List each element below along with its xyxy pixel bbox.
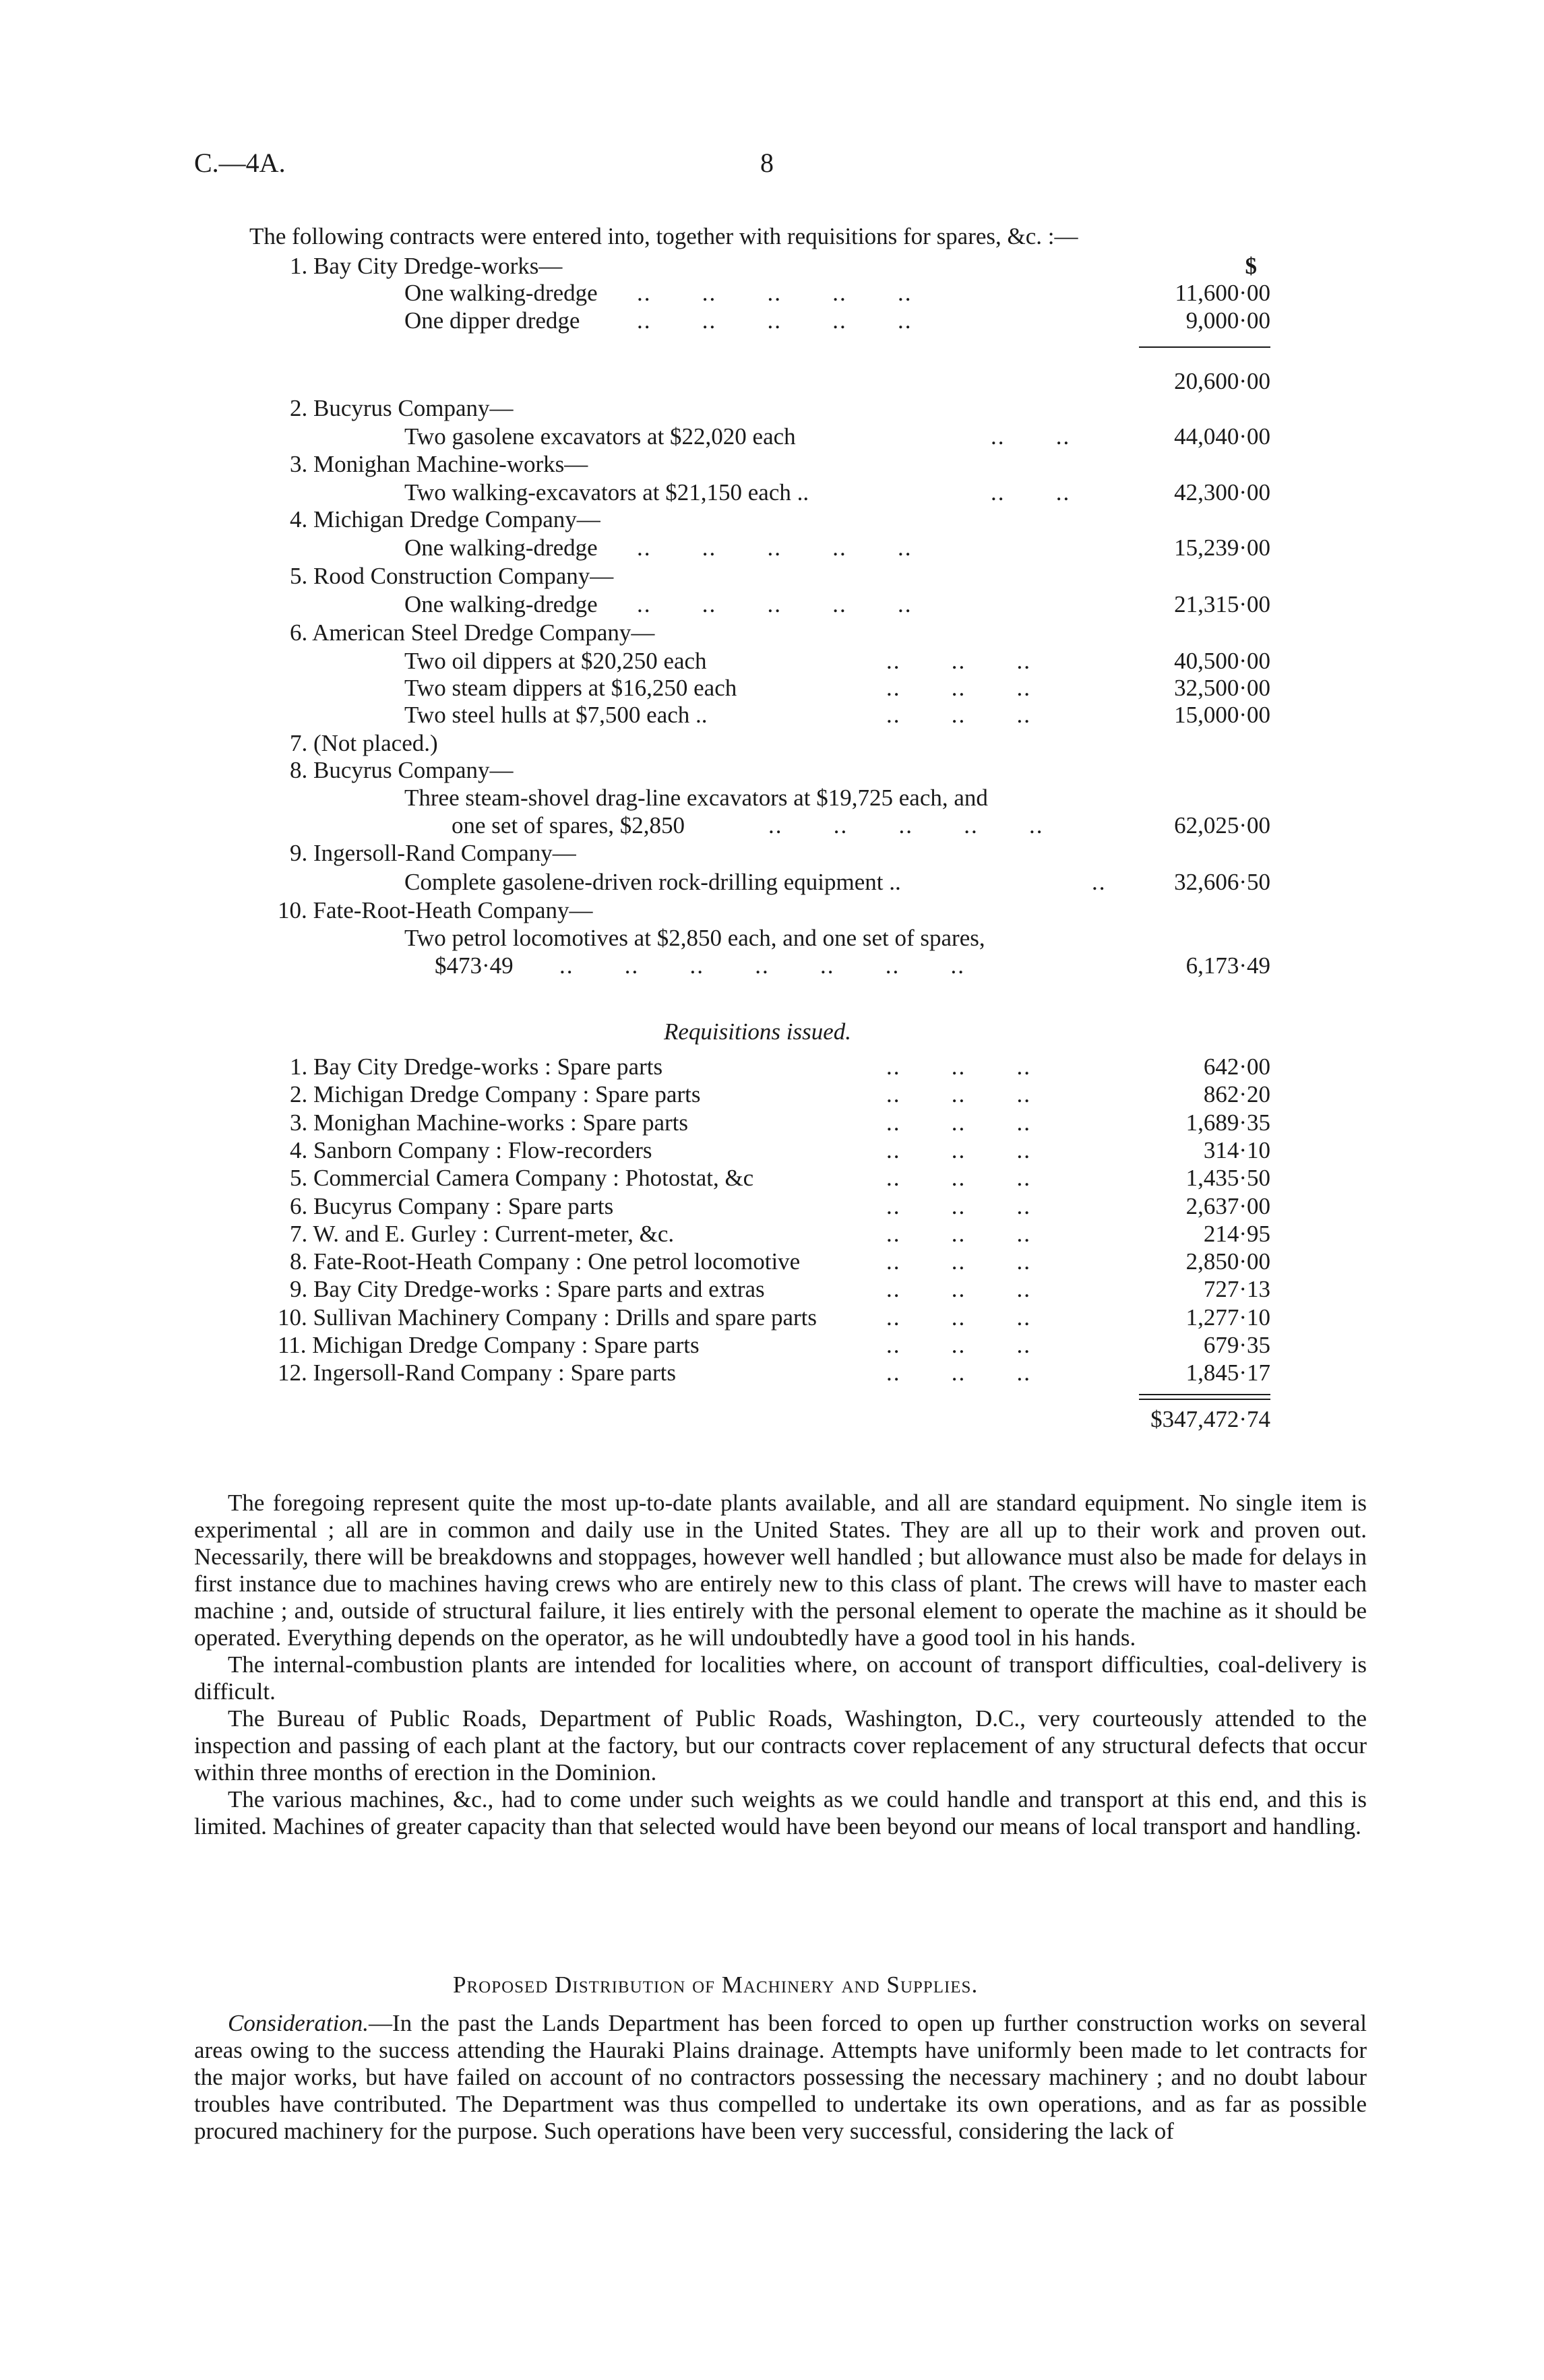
- dot-leader: .. .. ..: [886, 1276, 1031, 1302]
- contract-3-item-1: Two walking-excavators at $21,150 each ..: [404, 479, 809, 506]
- requisition-label: 1. Bay City Dredge-works : Spare parts: [290, 1054, 663, 1080]
- dot-leader: .. .. ..: [886, 1360, 1031, 1386]
- requisition-label: 12. Ingersoll-Rand Company : Spare parts: [278, 1360, 677, 1386]
- paragraph-foregoing: The foregoing represent quite the most up-to-date plants available, and all are standard equipment. No single item is experimental ; all are in common and daily use in the United States. They are all up to their work and proven out. Necessarily, there will be breakdowns and stoppages, however well handled ; but allowance must also be made for delays in first instance due to machines having crews who are entirely new to this class of plant. The crews will have to master each machine ; and, outside of structural failure, it lies entirely with the personal element to operate the machine as it should be operated. Everything depends on the operator, as he will undoubtedly have a good tool in his hands.: [194, 1490, 1367, 1651]
- dot-leader: .. .. ..: [886, 1304, 1031, 1331]
- dot-leader: .. .. ..: [886, 702, 1031, 728]
- dot-leader: .. .. ..: [886, 1332, 1031, 1358]
- dot-leader: .. ..: [991, 479, 1071, 506]
- requisition-label: 4. Sanborn Company : Flow-recorders: [290, 1137, 652, 1163]
- requisition-amount: 1,845·17: [1185, 1360, 1270, 1386]
- intro-line: The following contracts were entered into, together with requisitions for spares, &c. :—: [249, 223, 1078, 249]
- requisition-amount: 2,637·00: [1185, 1193, 1270, 1219]
- dot-leader: .. .. ..: [886, 1221, 1031, 1247]
- contract-7-title: 7. (Not placed.): [290, 730, 438, 756]
- paragraph-machines: The various machines, &c., had to come under such weights as we could handle and transport at this end, and this is limited. Machines of greater capacity than that selected would have been beyond our means of local transport and handling.: [194, 1786, 1367, 1839]
- requisition-label: 2. Michigan Dredge Company : Spare parts: [290, 1081, 701, 1107]
- contract-10-item-1: Two petrol locomotives at $2,850 each, and one set of spares,: [404, 925, 985, 951]
- contract-8-amount-1: 62,025·00: [1174, 812, 1270, 838]
- subtotal-rule: [1139, 346, 1270, 348]
- dot-leader: .. .. .. .. ..: [768, 812, 1044, 838]
- contract-8-title: 8. Bucyrus Company—: [290, 757, 514, 783]
- contract-3-amount-1: 42,300·00: [1174, 479, 1270, 506]
- document-reference: C.—4A.: [194, 148, 286, 178]
- requisitions-heading: Requisitions issued.: [664, 1018, 852, 1045]
- requisition-label: 5. Commercial Camera Company : Photostat, &c: [290, 1165, 754, 1191]
- section-text: —In the past the Lands Department has been forced to open up further construction works on several areas owing to the success attending the Hauraki Plains drainage. Attempts have uniformly been made to let contracts for the major works, but have failed on account of no contractors possessing the necessary machinery ; and no doubt labour troubles have contributed. The Department was thus compelled to undertake its own operations, and as far as possible procured machinery for the purpose. Such operations have been very successful, considering the lack of: [194, 2010, 1367, 2144]
- dot-leader: .. .. .. .. ..: [637, 307, 913, 334]
- body-paragraphs: [194, 1490, 1367, 1840]
- contract-6-amount-2: 32,500·00: [1174, 675, 1270, 701]
- requisition-label: 7. W. and E. Gurley : Current-meter, &c.: [290, 1221, 675, 1247]
- dot-leader: .. .. .. .. ..: [637, 591, 913, 617]
- requisition-amount: 1,689·35: [1185, 1109, 1270, 1136]
- total-rule: [1139, 1394, 1270, 1395]
- contract-5-title: 5. Rood Construction Company—: [290, 563, 614, 589]
- requisition-amount: 679·35: [1203, 1332, 1270, 1358]
- dot-leader: .. .. ..: [886, 1165, 1031, 1191]
- paragraph-internal-combustion: The internal-combustion plants are intended for localities where, on account of transport difficulties, coal-delivery is difficult.: [194, 1651, 1367, 1705]
- contract-1-amount-2: 9,000·00: [1185, 307, 1270, 334]
- dot-leader: .. .. ..: [886, 675, 1031, 701]
- contract-6-amount-1: 40,500·00: [1174, 648, 1270, 674]
- paragraph-bureau: The Bureau of Public Roads, Department of Public Roads, Washington, D.C., very courteously attended to the inspection and passing of each plant at the factory, but our contracts cover replacement of any structural defects that occur within three months of erection in the Dominion.: [194, 1705, 1367, 1786]
- section-paragraph: [194, 2010, 1367, 2145]
- contract-6-amount-3: 15,000·00: [1174, 702, 1270, 728]
- dot-leader: .. .. .. .. .. .. ..: [559, 952, 965, 979]
- contract-10-title: 10. Fate-Root-Heath Company—: [278, 897, 593, 923]
- requisition-amount: 314·10: [1203, 1137, 1270, 1163]
- requisition-label: 6. Bucyrus Company : Spare parts: [290, 1193, 614, 1219]
- contract-2-amount-1: 44,040·00: [1174, 423, 1270, 450]
- contract-6-item-2: Two steam dippers at $16,250 each: [404, 675, 737, 701]
- contract-1-item-1: One walking-dredge: [404, 280, 598, 306]
- requisition-amount: 642·00: [1203, 1054, 1270, 1080]
- contract-9-amount-1: 32,606·50: [1174, 869, 1270, 895]
- contract-6-title: 6. American Steel Dredge Company—: [290, 619, 655, 646]
- contract-3-title: 3. Monighan Machine-works—: [290, 451, 588, 477]
- grand-total: $347,472·74: [1150, 1406, 1270, 1432]
- requisition-label: 3. Monighan Machine-works : Spare parts: [290, 1109, 688, 1136]
- contract-6-item-3: Two steel hulls at $7,500 each ..: [404, 702, 708, 728]
- requisition-label: 9. Bay City Dredge-works : Spare parts and extras: [290, 1276, 765, 1302]
- dot-leader: .. .. ..: [886, 1248, 1031, 1275]
- requisition-label: 8. Fate-Root-Heath Company : One petrol locomotive: [290, 1248, 801, 1275]
- contract-9-title: 9. Ingersoll-Rand Company—: [290, 840, 576, 866]
- contract-1-total: 20,600·00: [1174, 368, 1270, 394]
- dot-leader: ..: [1092, 869, 1107, 895]
- requisition-label: 10. Sullivan Machinery Company : Drills and spare parts: [278, 1304, 817, 1331]
- contract-10-amount-1: 6,173·49: [1185, 952, 1270, 979]
- dot-leader: .. .. .. .. ..: [637, 280, 913, 306]
- currency-symbol: $: [1245, 253, 1257, 279]
- requisition-amount: 214·95: [1203, 1221, 1270, 1247]
- requisition-amount: 1,435·50: [1185, 1165, 1270, 1191]
- requisition-label: 11. Michigan Dredge Company : Spare parts: [278, 1332, 700, 1358]
- requisition-amount: 862·20: [1203, 1081, 1270, 1107]
- contract-5-item-1: One walking-dredge: [404, 591, 598, 617]
- requisition-amount: 1,277·10: [1185, 1304, 1270, 1331]
- contract-4-item-1: One walking-dredge: [404, 535, 598, 561]
- dot-leader: .. .. ..: [886, 1054, 1031, 1080]
- contract-9-item-1: Complete gasolene-driven rock-drilling equipment ..: [404, 869, 901, 895]
- contract-1-item-2: One dipper dredge: [404, 307, 580, 334]
- contract-8-item-1: Three steam-shovel drag-line excavators at $19,725 each, and: [404, 785, 988, 811]
- contract-4-amount-1: 15,239·00: [1174, 535, 1270, 561]
- dot-leader: .. .. ..: [886, 648, 1031, 674]
- contract-8-item-2: one set of spares, $2,850: [452, 812, 685, 838]
- contract-1-title: 1. Bay City Dredge-works—: [290, 253, 563, 279]
- total-rule-double: [1139, 1399, 1270, 1400]
- contract-2-title: 2. Bucyrus Company—: [290, 395, 514, 421]
- dot-leader: .. .. ..: [886, 1137, 1031, 1163]
- contract-1-amount-1: 11,600·00: [1175, 280, 1270, 306]
- contract-5-amount-1: 21,315·00: [1174, 591, 1270, 617]
- contract-10-item-2: $473·49: [435, 952, 514, 979]
- dot-leader: .. .. ..: [886, 1109, 1031, 1136]
- requisition-amount: 2,850·00: [1185, 1248, 1270, 1275]
- dot-leader: .. ..: [991, 423, 1071, 450]
- dot-leader: .. .. .. .. ..: [637, 535, 913, 561]
- dot-leader: .. .. ..: [886, 1081, 1031, 1107]
- section-heading: Proposed Distribution of Machinery and Supplies.: [453, 1972, 979, 1998]
- contract-2-item-1: Two gasolene excavators at $22,020 each: [404, 423, 796, 450]
- page-number: 8: [760, 148, 774, 178]
- contract-6-item-1: Two oil dippers at $20,250 each: [404, 648, 707, 674]
- section-lead: Consideration.: [228, 2010, 369, 2036]
- dot-leader: .. .. ..: [886, 1193, 1031, 1219]
- contract-4-title: 4. Michigan Dredge Company—: [290, 506, 600, 532]
- requisition-amount: 727·13: [1203, 1276, 1270, 1302]
